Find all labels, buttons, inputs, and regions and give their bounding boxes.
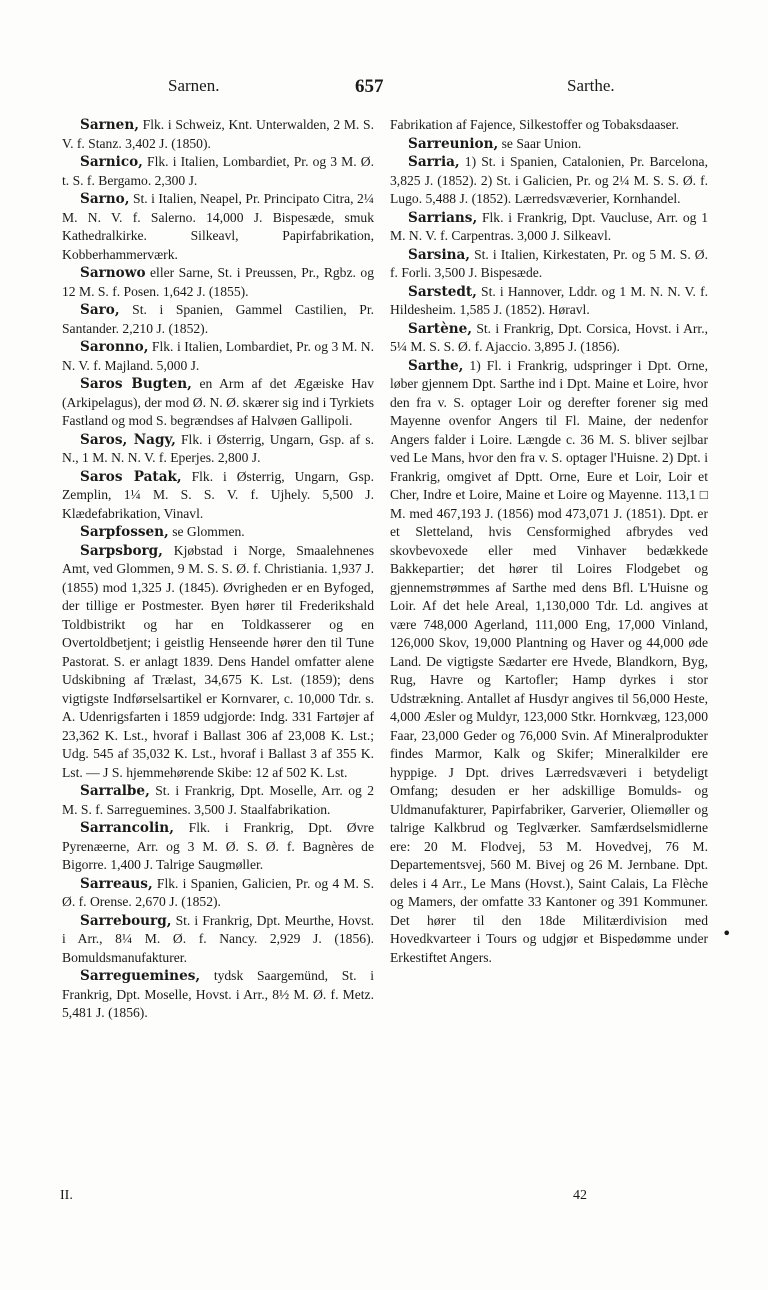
page-footer [60, 1188, 710, 1208]
signature-number: 42 [573, 1188, 587, 1203]
entry-text: Flk. i Schweiz, Knt. Unterwalden, 2 M. S. V. f. Stanz. 3,402 J. (1850). [62, 117, 374, 151]
dictionary-entry [390, 357, 708, 968]
entry-text: Kjøbstad i Norge, Smaalehnenes Amt, ved Glommen, 9 M. S. S. Ø. f. Christiania. 1,937 J. (1855) mod 1,325 J. (1845). Øvrigheden er en Byfoged, der tillige er Postmester. Byen hører til Frederikshald Toldbistrikt og har en Toldkasserer og en Overtoldbetjent; i geistlig Henseende hører den til Tune Pastorat. S. er anlagt 1839. Dens Handel omfatter alene Udskibning af Trælast, 34,675 K. Lst. (1859); dens vigtigste Indførselsartikel er Kornvarer, c. 10,000 Tdr. s. A. Udenrigsfarten i 1859 udgjorde: Indg. 331 Fartøjer af 23,362 K. Lst., hvoraf i Ballast 306 af 23,008 K. Lst.; Udg. 545 af 35,032 K. Lst., hvoraf i Ballast 3 af 355 K. Lst. — J S. hjemmehørende Skibe: 12 af 502 K. Lst. [62, 542, 374, 780]
entry-headword: Sarthe, [408, 357, 464, 374]
entry-text: se Glommen. [172, 524, 245, 539]
entry-text: se Saar Union. [501, 135, 582, 151]
entry-text: St. i Frankrig, Dpt. Meurthe, Hovst. i Arr., 8¼ M. Ø. f. Nancy. 2,929 J. (1856). Bomuldsmanufakturer. [62, 912, 374, 965]
entry-text: Flk. i Spanien, Galicien, Pr. og 4 M. S. Ø. f. Orense. 2,670 J. (1852). [62, 875, 374, 909]
entry-text: Fabrikation af Fajence, Silkestoffer og Tobaksdaaser. [390, 117, 679, 132]
dictionary-entry [62, 375, 374, 431]
entry-headword: Sarno, [80, 191, 130, 207]
entry-text: Flk. i Italien, Lombardiet, Pr. og 3 M. Ø. t. S. f. Bergamo. 2,300 J. [62, 154, 374, 188]
dictionary-entry [62, 523, 374, 542]
entry-text: 1) St. i Spanien, Catalonien, Pr. Barcelona, 3,825 J. (1852). 2) St. i Galicien, Pr. og 2¼ M. S. S. Ø. f. Lugo. 5,488 J. (1852). Lærredsvæverier, Kornhandel. [390, 154, 708, 206]
dictionary-entry [62, 875, 374, 912]
entry-text: tydsk Saargemünd, St. i Frankrig, Dpt. Moselle, Hovst. i Arr., 8½ M. Ø. f. Metz. 5,481 J. (1856). [62, 968, 374, 1020]
entry-headword: Sarnico, [80, 154, 143, 170]
dictionary-entry [62, 468, 374, 524]
entry-headword: Sarsina, [408, 246, 471, 263]
dictionary-entry [390, 246, 708, 283]
entry-headword: Sarnen, [80, 117, 139, 133]
entry-headword: Sarrancolin, [80, 820, 174, 836]
dictionary-entry [62, 431, 374, 468]
margin-dot-mark: • [722, 924, 732, 943]
entry-text: 1) Fl. i Frankrig, udspringer i Dpt. Orne, løber gjennem Dpt. Sarthe ind i Dpt. Maine et Loire, hvor den fra v. S. optager Loir og derefter forener sig med Mayenne ovenfor Angers til Fl. Maine, der nedenfor Angers falder i Loire. Længde c. 36 M. S. bliver sejlbar ved Le Mans, hvor den fra v. S. optager l'Huisne. 2) Dpt. i Frankrig, omgivet af Dptt. Orne, Eure et Loir, Loir et Cher, Indre et Loire, Maine et Loire og Mayenne. 113,1 □ M. med 467,193 J. (1856) mod 473,071 J. (1851). Dpt. er et Sletteland, hvis Censformighed afbrydes ved skovbevoxede eller med Vinhaver bedækkede Bakkepartier; det hører til Loires Flodgebet og gjennemstrømmes af Sarthe med dens Bfl. L'Huisne og Loir. Af det hele Areal, 1,130,000 Tdr. Ld. angives at være 748,000 Agerland, 111,000 Eng, 17,000 Vinland, 126,000 Skov, 19,000 Plantning og Haver og 44,000 øde Land. De vigtigste Sædarter ere Hvede, Blandkorn, Byg, Rug, Havre og Kartofler; Hamp dyrkes i stor Udstrækning. Antallet af Husdyr angives til 56,000 Heste, 4,000 Æsler og Muldyr, 123,000 Stkr. Hornkvæg, 123,000 Faar, 23,000 Geder og 76,000 Svin. Af Mineralprodukter findes Marmor, Kalk og Skifer; Mineralkilder ere hyppige. J Dpt. drives Lærredsvæveri i betydeligt Omfang; desuden er her adskillige Bomulds- og Uldmanufakturer, Papirfabriker, Garverier, Oliemøller og talrige Kalkbrud og Teglværker. Samfærdselsmidlerne ere: 20 M. Flodvej, 53 M. Hovedvej, 76 M. Departementsvej, 560 M. Bivej og 26 M. Jernbane. Dpt. deles i 4 Arr., Le Mans (Hovst.), Saint Calais, La Flèche og Mamers, der omfatte 33 Kantoner og 391 Kommuner. Det hører til den 18de Militærdivision med Hovedkvarteer i Tours og udgjør et Bispedømme under Erkestiftet Angers. [390, 357, 708, 965]
entry-headword: Saro, [80, 302, 120, 318]
entry-text: eller Sarne, St. i Preussen, Pr., Rgbz. og 12 M. S. f. Posen. 1,642 J. (1855). [62, 265, 374, 299]
entry-headword: Sarnowo [80, 265, 146, 281]
entry-headword: Sarpfossen, [80, 524, 169, 540]
dictionary-entry [390, 116, 708, 135]
entry-text: St. i Hannover, Lddr. og 1 M. N. N. V. f. Hildesheim. 1,585 J. (1852). Høravl. [390, 283, 708, 317]
dictionary-entry [62, 301, 374, 338]
dictionary-entry [62, 116, 374, 153]
entry-headword: Saros Bugten, [80, 376, 192, 392]
entry-headword: Sarreguemines, [80, 968, 201, 984]
entry-text: Flk. i Frankrig, Dpt. Øvre Pyrenæerne, Arr. og 3 M. Ø. S. Ø. f. Bagnères de Bigorre. 1,400 J. Talrige Saugmøller. [62, 820, 374, 872]
entry-text: St. i Italien, Neapel, Pr. Principato Citra, 2¼ M. N. V. f. Salerno. 14,000 J. Bispesæde, smuk Kathedralkirke. Silkeavl, Papirfabrikation, Kobberhammerværk. [62, 191, 374, 262]
dictionary-entry [390, 135, 708, 154]
entry-headword: Sarrebourg, [80, 912, 172, 929]
entry-text: St. i Spanien, Gammel Castilien, Pr. Santander. 2,210 J. (1852). [62, 302, 374, 336]
entry-text: Flk. i Frankrig, Dpt. Vaucluse, Arr. og 1 M. N. V. f. Carpentras. 3,000 J. Silkeavl. [390, 209, 708, 243]
entry-headword: Saros, Nagy, [80, 431, 176, 448]
entry-text: St. i Italien, Kirkestaten, Pr. og 5 M. S. Ø. f. Forli. 3,500 J. Bispesæde. [390, 246, 709, 280]
entry-headword: Sarrians, [408, 209, 478, 226]
entry-headword: Sarria, [408, 154, 460, 170]
dictionary-entry [62, 912, 374, 968]
entry-headword: Saros Patak, [80, 468, 182, 485]
volume-number: II. [60, 1188, 73, 1203]
entry-text: St. i Frankrig, Dpt. Moselle, Arr. og 2 M. S. f. Sarreguemines. 3,500 J. Staalfabrikation. [62, 783, 374, 817]
entry-text: Flk. i Italien, Lombardiet, Pr. og 3 M. N. N. V. f. Majland. 5,000 J. [62, 339, 374, 373]
entry-text: en Arm af det Ægæiske Hav (Arkipelagus), der mod Ø. N. Ø. skærer sig ind i Tyrkiets Fastland og mod S. begrændses af Halvøen Gallipoli. [62, 376, 374, 428]
entry-headword: Sarreunion, [408, 135, 499, 152]
entry-text: St. i Frankrig, Dpt. Corsica, Hovst. i Arr., 5¼ M. S. S. Ø. f. Ajaccio. 3,895 J. (1856). [390, 320, 708, 354]
entry-text: Flk. i Østerrig, Ungarn, Gsp. af s. N., 1 M. N. N. V. f. Eperjes. 2,800 J. [62, 431, 374, 465]
dictionary-entry [62, 819, 374, 875]
page-number: 657 [355, 76, 384, 97]
header-right-keyword: Sarthe. [567, 76, 615, 95]
dictionary-entry [62, 542, 374, 783]
dictionary-entry [62, 967, 374, 1023]
entry-headword: Sarstedt, [408, 283, 477, 300]
dictionary-entry [390, 153, 708, 209]
entry-headword: Sarreaus, [80, 875, 153, 892]
right-column [390, 116, 708, 967]
dictionary-entry [62, 153, 374, 190]
dictionary-entry [390, 283, 708, 320]
entry-headword: Saronno, [80, 339, 149, 355]
header-left-keyword: Sarnen. [168, 76, 220, 95]
dictionary-entry [62, 338, 374, 375]
dictionary-entry [390, 209, 708, 246]
dictionary-entry [390, 320, 708, 357]
entry-headword: Sartène, [408, 320, 472, 337]
dictionary-entry [62, 190, 374, 264]
page-header [60, 76, 710, 102]
dictionary-entry [62, 264, 374, 301]
left-column [62, 116, 374, 1023]
entry-text: Flk. i Østerrig, Ungarn, Gsp. Zemplin, 1¼ M. S. S. V. f. Ujhely. 5,500 J. Klædefabrikation, Vinavl. [62, 468, 374, 521]
dictionary-entry [62, 782, 374, 819]
entry-headword: Sarralbe, [80, 783, 150, 799]
entry-headword: Sarpsborg, [80, 542, 163, 559]
